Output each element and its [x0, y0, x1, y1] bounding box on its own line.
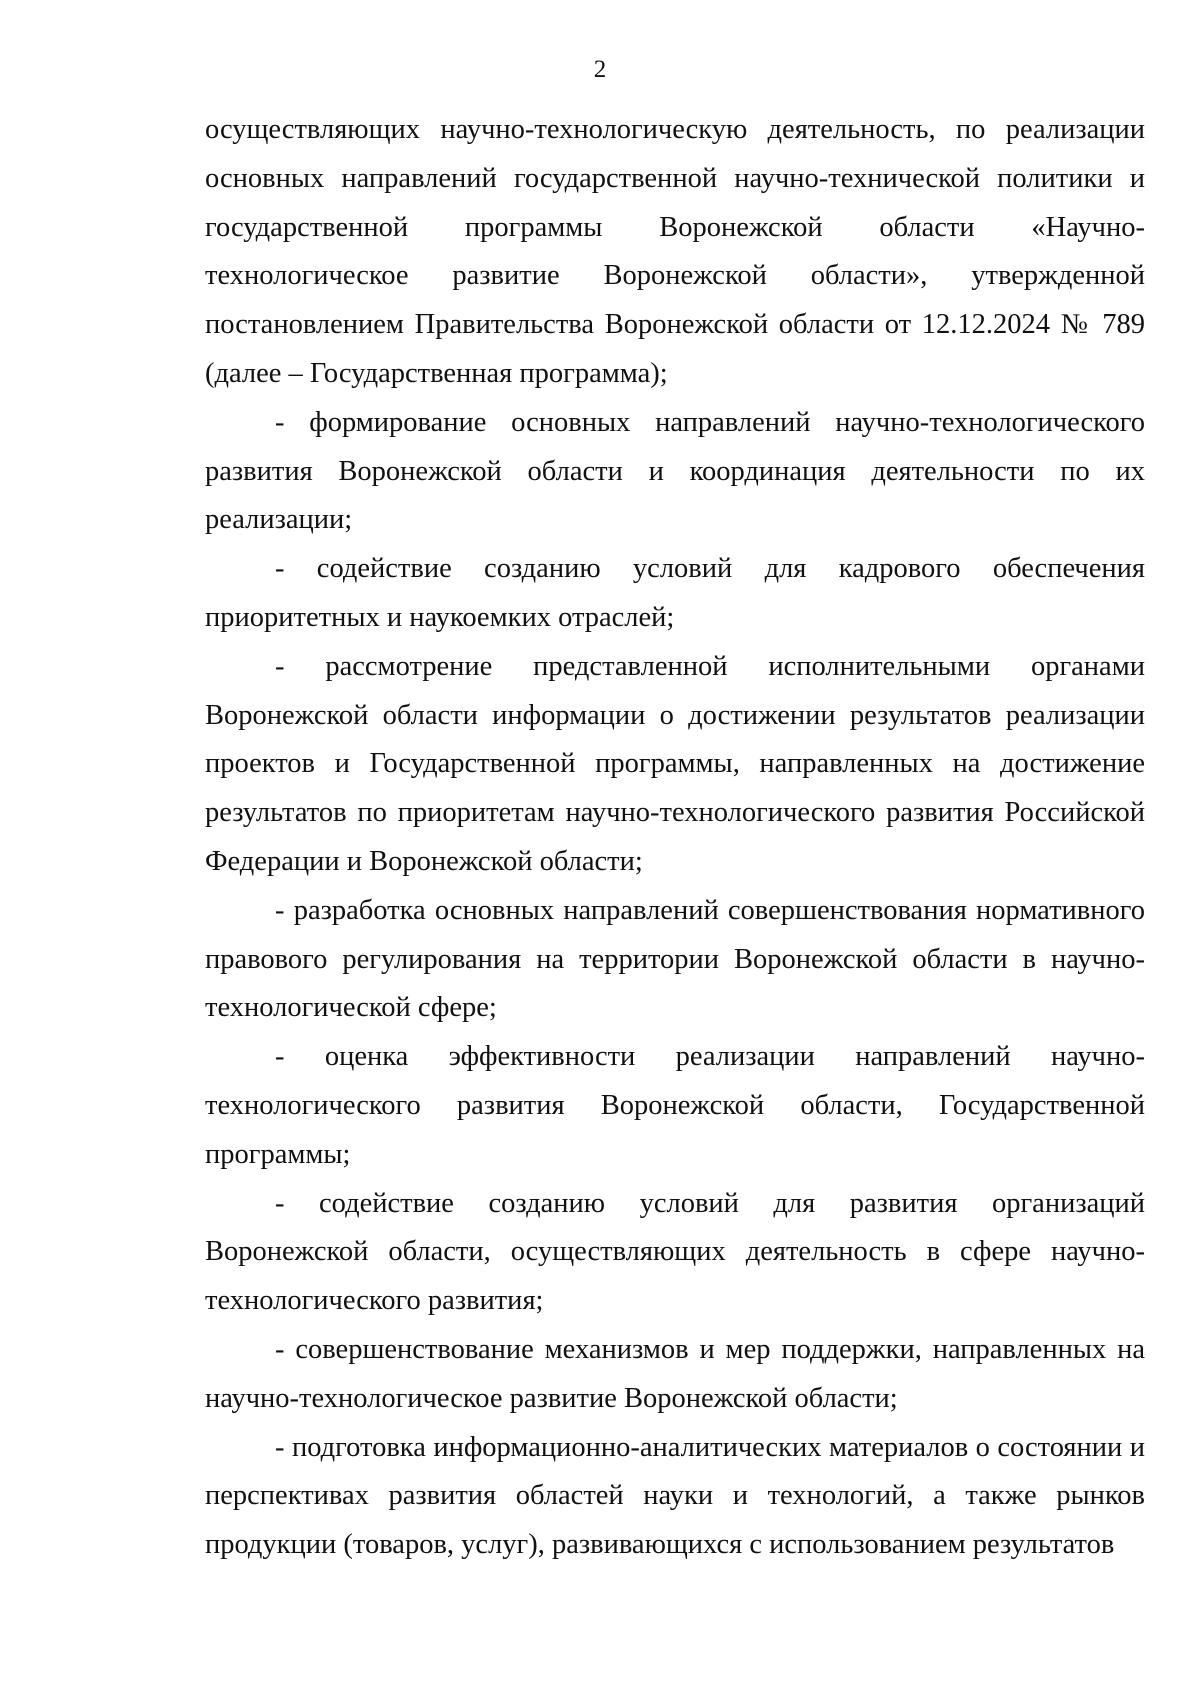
document-body [205, 106, 1145, 1570]
list-item-evaluation: - оценка эффективности реализации направлений научно-технологического развития Воронежской области, Государственной программы; [205, 1041, 1145, 1170]
list-item-staffing: - содействие созданию условий для кадрового обеспечения приоритетных и наукоемких отраслей; [205, 553, 1145, 633]
list-item-review: - рассмотрение представленной исполнительными органами Воронежской области информации о достижении результатов реализации проектов и Государственной программы, направленных на достижение результатов по приоритетам научно-технологического развития Российской Федерации и Воронежской области; [205, 650, 1145, 877]
page-number: 2 [593, 56, 607, 83]
list-item-organizations: - содействие созданию условий для развития организаций Воронежской области, осуществляющих деятельность в сфере научно-технологического развития; [205, 1187, 1145, 1317]
list-item-formation: - формирование основных направлений научно-технологического развития Воронежской области и координация деятельности по их реализации; [205, 406, 1145, 536]
list-item-regulation: - разработка основных направлений совершенствования нормативного правового регулирования на территории Воронежской области в научно-технологической сфере; [205, 894, 1145, 1024]
list-item-support-measures: - совершенствование механизмов и мер поддержки, направленных на научно-технологическое развитие Воронежской области; [205, 1333, 1145, 1414]
paragraph-intro-continuation: осуществляющих научно-технологическую деятельность, по реализации основных направлений государственной научно-технической политики и государственной программы Воронежской области «Научно-технологическое развитие Воронежской области», утвержденной постановлением Правительства Воронежской области от 12.12.2024 № 789 (далее – Государственная программа); [205, 114, 1145, 389]
list-item-analytics: - подготовка информационно-аналитических материалов о состоянии и перспективах развития областей науки и технологий, а также рынков продукции (товаров, услуг), развивающихся с использованием результатов [205, 1431, 1145, 1561]
